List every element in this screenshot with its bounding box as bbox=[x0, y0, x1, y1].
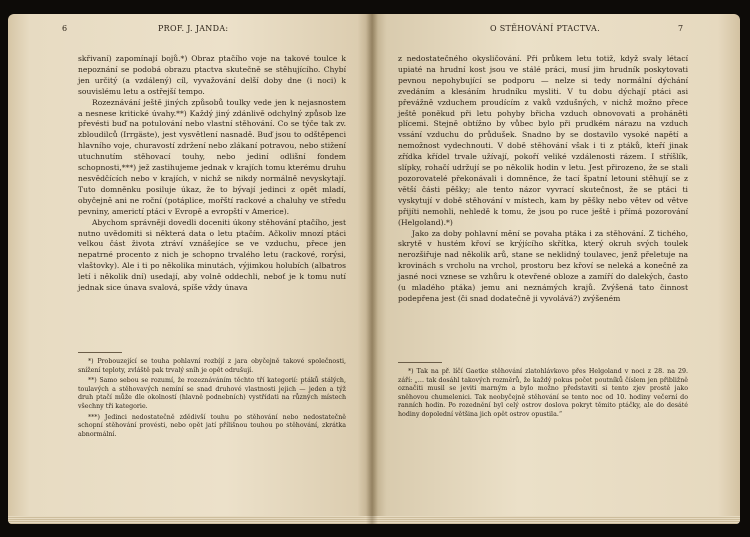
right-footnote-rule bbox=[398, 362, 442, 363]
right-running-head bbox=[372, 24, 740, 38]
left-head-title: PROF. J. JANDA: bbox=[158, 24, 229, 33]
left-footnote-3: ***) Jedinci nedostatečně zdědivší touhu po stěhování nebo nedostatečně schopní stěhování provésti, nebo opět jatí přílišnou touhou po stěhování, zkrátka abnormální. bbox=[78, 413, 346, 438]
right-head-title: O STĚHOVÁNÍ PTACTVA. bbox=[490, 24, 600, 33]
book-gutter bbox=[366, 14, 378, 524]
right-page-edge bbox=[372, 516, 740, 524]
left-footnote-2: **) Samo sebou se rozumí, že rozeznáváním těchto tří kategorií: ptáků stálých, toulavých a stěhovavých nemíní se snad druhové vlastnosti jejich — jeden a týž druh ptačí může dle okolností (hlavně podnebních) vystřídati na různých místech všechny tři kategorie. bbox=[78, 377, 346, 410]
left-page bbox=[8, 14, 372, 524]
left-paragraph-2: Rozeznávání ještě jiných způsobů toulky vede jen k nejasnostem a nesnese kritické úvahy.**) Každý jiný zdánlivě odchylný způsob lze převésti buď na potulování nebo vlastní stěhování. Co se týče tak zv. zbloudilců (Irrgäste), jest vysvětlení nasnadě. Buď jsou to odštěpenci hlavního voje, churavostí zdržení nebo zlákaní potravou, nebo stižení utuchnutím stěhovací touhy, nebo jediní odlišní fondem schopnosti,***) jež zastihujeme jednak v krajích tomu kterému druhu nesvědčících nebo v krajích, v nichž se nikdy normálně nevyskytají. Tuto domněnku posiluje úkaz, že to bývají jedinci z opět mladí, obyčejně ani ne roční (potáplice, mořští rackové a chaluhy ve středu pevniny, americtí ptáci v Evropě a evropští v Americe). bbox=[78, 97, 346, 216]
right-paragraph-1: z nedostatečného okysličování. Při průkem letu totiž, když svaly létací upiaté na hrudní kost jsou ve stálé práci, musí jim hrudník poskytovati pevnou nepohybující se podporu — nelze si tedy normální dýchání zvedáním a klesáním hrudníku mysliti. V tu dobu dýchají ptáci asi převážně vzduchem proudícím z vaků vzdušných, v nichž možno přece ještě poněkud při letu pohyby břicha vzduch obnovovati a proháněti plícemi. Stejně obtížno by vůbec bylo při prudkém nárazu na vzduch vssání vzduchu do průdušek. Snadno by se dostavilo vysoké napětí a nemožnost vydechnouti. V době stěhování však i ti z ptáků, kteří jinak zřídka křídel trvale užívají, pokoří veliké vzdálenosti rázem. I stříšlík, slípky, rohačí udržují se po několik hodin v letu. Jest přirozeno, že se stali pozorovatelé překonávali i domněnce, že tací špatní letouni stěhují se z větší části pěšky; ale tento názor vyvrací skutečnost, že se ptáci ti vyskytují v době stěhování v místech, kam by pěšky nebo větev od větve přijíti nemohli, nehledě k tomu, že jsou po ruce ještě i přímá pozorování (Helgoland).*) bbox=[398, 54, 688, 227]
right-footnotes bbox=[398, 368, 688, 422]
left-paragraph-1: skřivaní) zapomínají bojů.*) Obraz ptačího voje na takové toulce k nepoznání se podobá obrazu ptactva skutečně se stěhujícího. Chybí jen určitý (a vzdálený) cíl, vyvažování delší doby dne (i noci) k souvislému letu a ostřejší tempo. bbox=[78, 54, 346, 96]
left-footnote-rule bbox=[78, 352, 122, 353]
right-page-number: 7 bbox=[678, 24, 684, 33]
left-page-edge bbox=[8, 516, 372, 524]
left-footnote-1: *) Probouzející se touha pohlavní rozbíjí z jara obyčejně takové společnosti, snížení teploty, zvláště pak trvalý sníh je opět odrušují. bbox=[78, 358, 346, 374]
left-body-text bbox=[78, 54, 346, 294]
left-running-head bbox=[8, 24, 372, 38]
left-paragraph-3: Abychom správněji dovedli doceniti úkony stěhování ptačího, jest nutno uvědomiti si některá data o letu ptačím. Ačkoliv mnozí ptáci velkou část života ztráví vznášejíce se ve vzduchu, přece jen nepatrné procento z nich je schopno trvalého letu (rackové, rorýsi, vlaštovky). Ale i ti po několika minutách, výjimkou holubích (albatros letí i několik dní) usedají, aby volně oddechli, neboť je k tomu nutí jednak sice únava svalová, spíše vždy únava bbox=[78, 217, 346, 293]
left-page-number: 6 bbox=[62, 24, 68, 33]
right-footnote-1: *) Tak na př. líčí Gaetke stěhování zlatohlávkovo přes Helgoland v noci z 28. na 29. září: „… tak dosáhl takových rozměrů, že každý pokus počet poutníků číslem jen přibližně označiti musil se jeviti marným a bylo možno představiti si tento zjev prostě jako sněhovou chumelenici. Tak neobyčejně stěhování se tento noc od 10. hodiny večerní do ranních hodin. Po rozednění byl celý ostrov doslova pokryt těmito ptáčky, ale do desáté hodiny dopolední většina jich opět ostrov opustila.“ bbox=[398, 368, 688, 418]
right-body-text bbox=[398, 54, 688, 305]
left-footnotes bbox=[78, 358, 346, 441]
right-page bbox=[372, 14, 740, 524]
right-paragraph-2: Jako za doby pohlavní mění se povaha ptáka i za stěhování. Z tichého, skrytě v hustém křoví se krýjícího skřítka, který okruh svých toulek nerozšiřuje nad několik arů, stane se neklidný toulavec, jenž přeletuje na krovinách s vrcholu na vrchol, prostoru bez křoví se neleká a konečně za jasné noci vznese se vzhůru k otevřené obloze a zamíří do dalekých, často (u mladého ptáka) jemu ani neznámých krajů. Zvýšená tato činnost podepřena jest (či snad dodatečně ji vyvolává?) zvýšeném bbox=[398, 228, 688, 303]
